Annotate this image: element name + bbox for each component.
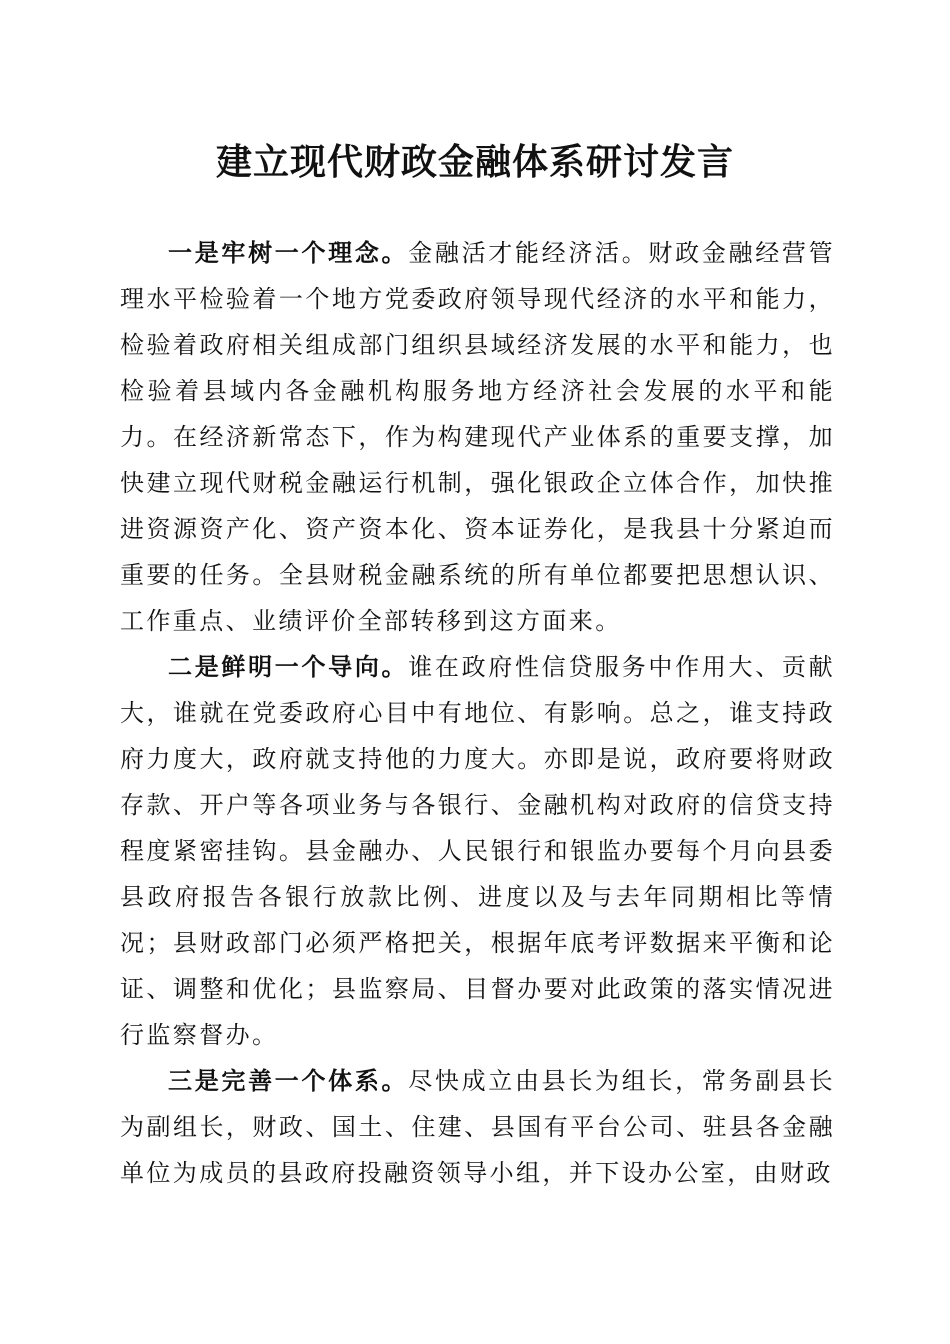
paragraph-3 xyxy=(120,1058,835,1196)
paragraph-2-lead: 二是鲜明一个导向。 xyxy=(168,652,409,681)
paragraph-3-lead: 三是完善一个体系。 xyxy=(168,1066,409,1095)
paragraph-1-lead: 一是牢树一个理念。 xyxy=(168,238,409,267)
paragraph-2 xyxy=(120,644,835,1058)
paragraph-2-text: 谁在政府性信贷服务中作用大、贡献大，谁就在党委政府心目中有地位、有影响。总之，谁支持政府力度大，政府就支持他的力度大。亦即是说，政府要将财政存款、开户等各项业务与各银行、金融机构对政府的信贷支持程度紧密挂钩。县金融办、人民银行和银监办要每个月向县委县政府报告各银行放款比例、进度以及与去年同期相比等情况；县财政部门必须严格把关，根据年底考评数据来平衡和论证、调整和优化；县监察局、目督办要对此政策的落实情况进行监察督办。 xyxy=(120,653,835,1049)
document-title: 建立现代财政金融体系研讨发言 xyxy=(215,141,734,183)
document-body xyxy=(120,230,835,1196)
paragraph-1-text: 金融活才能经济活。财政金融经营管理水平检验着一个地方党委政府领导现代经济的水平和能力，检验着政府相关组成部门组织县域经济发展的水平和能力，也检验着县域内各金融机构服务地方经济社会发展的水平和能力。在经济新常态下，作为构建现代产业体系的重要支撑，加快建立现代财税金融运行机制，强化银政企立体合作，加快推进资源资产化、资产资本化、资本证券化，是我县十分紧迫而重要的任务。全县财税金融系统的所有单位都要把思想认识、工作重点、业绩评价全部转移到这方面来。 xyxy=(120,239,835,635)
paragraph-3-text: 尽快成立由县长为组长，常务副县长为副组长，财政、国土、住建、县国有平台公司、驻县各金融单位为成员的县政府投融资领导小组，并下设办公室，由财政 xyxy=(120,1067,835,1187)
paragraph-1 xyxy=(120,230,835,644)
